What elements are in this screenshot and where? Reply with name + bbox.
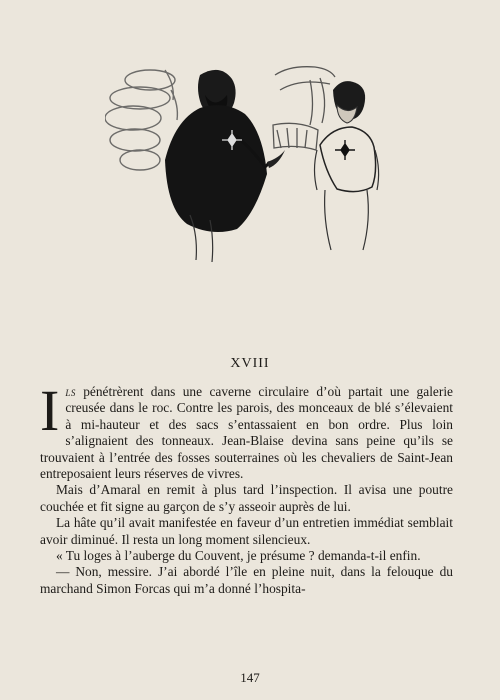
chapter-number: XVIII [230,356,270,371]
paragraph-5: — Non, messire. J’ai abordé l’île en pleine nuit, dans la felouque du marchand Simon Forcas qui m’a donné l’hospita- [40,564,453,596]
body-text [40,378,453,597]
knight-figure [165,70,285,262]
drop-cap: I [40,378,60,443]
paragraph-2: Mais d’Amaral en remit à plus tard l’inspection. Il avisa une poutre couchée et fit signe au garçon de s’y asseoir auprès de lui. [40,482,453,514]
illustration-knight-and-boy [105,50,405,272]
paragraph-3: La hâte qu’il avait manifestée en faveur d’un entretien immédiat semblait avoir diminué. Il resta un long moment silencieux. [40,515,453,547]
lead-small-caps: ls [65,384,76,399]
paragraph-1-text: pénétrèrent dans une caverne circulaire d’où partait une galerie creusée dans le roc. Contre les parois, des monceaux de blé s’élevaient à mi-hauteur et des sacs s’entassaient en bon ordre. Plus loin s’alignaient des tonneaux. Jean-Blaise devina sans peine qu’ils se trouvaient à l’entrée des fosses souterraines où les chevaliers de Saint-Jean entreposaient leurs réserves de vivres. [40,384,453,482]
page-number: 147 [240,670,260,685]
paragraph-1 [40,378,453,482]
paragraph-4: « Tu loges à l’auberge du Couvent, je présume ? demanda-t-il enfin. [56,548,421,564]
